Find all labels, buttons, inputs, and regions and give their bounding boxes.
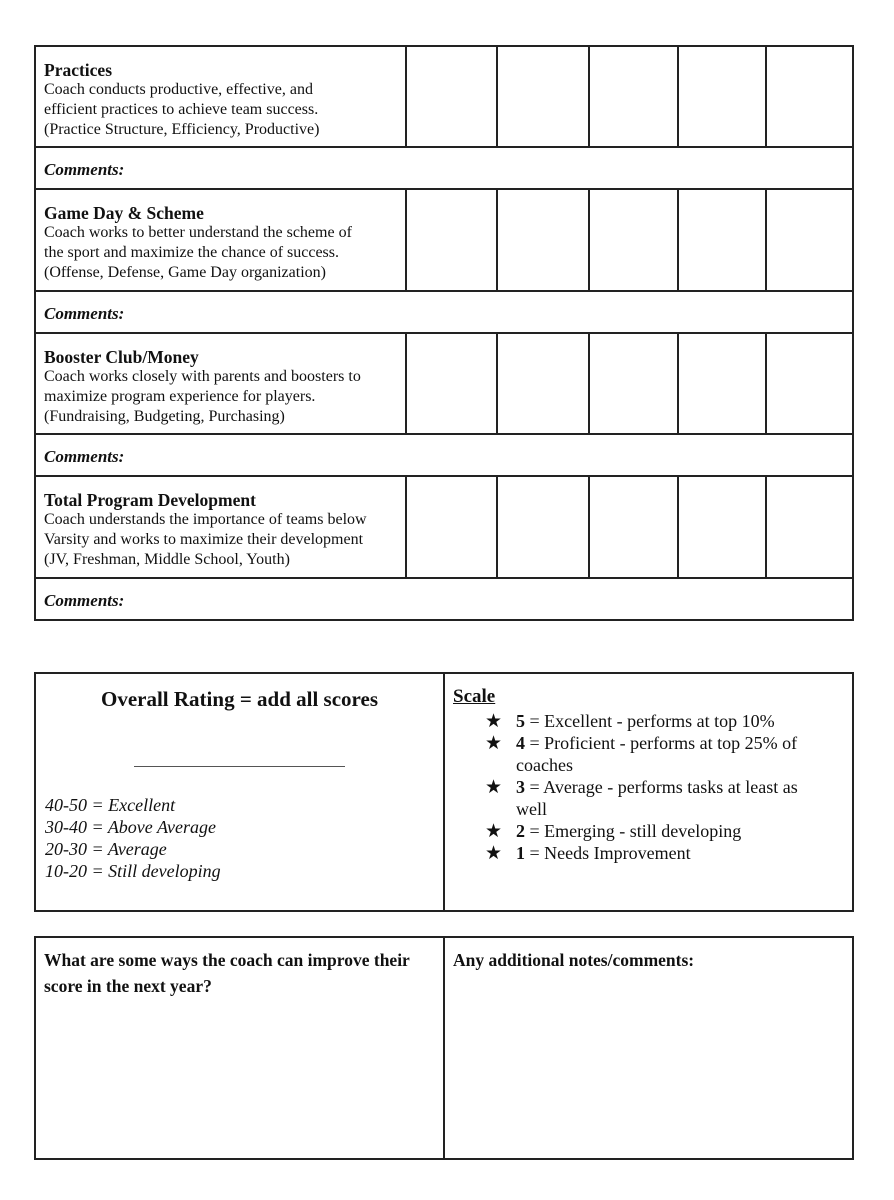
score-cell[interactable] — [497, 189, 589, 290]
score-cell[interactable] — [678, 476, 766, 577]
criterion-text: Varsity and works to maximize their development — [44, 531, 364, 549]
comments-field[interactable] — [35, 291, 853, 333]
criterion-text: Coach conducts productive, effective, and — [44, 81, 313, 98]
criterion-text: Coach works closely with parents and boosters to — [44, 367, 361, 385]
overall-rating-box — [35, 673, 444, 911]
scale-description: = Average - performs tasks at least as well — [516, 777, 798, 819]
score-cell[interactable] — [406, 476, 497, 577]
questions-table — [34, 936, 854, 1160]
scale-score: 4 — [516, 733, 525, 753]
criterion-text: maximize program experience for players. — [44, 387, 316, 405]
comments-label: Comments: — [44, 447, 125, 467]
criterion-text: (Offense, Defense, Game Day organization) — [44, 264, 326, 282]
score-cell[interactable] — [589, 46, 678, 147]
criterion-title: Total Program Development — [44, 490, 256, 511]
comment-row-program-development — [35, 578, 853, 620]
score-cell[interactable] — [678, 46, 766, 147]
scale-description: = Needs Improvement — [525, 843, 691, 863]
scale-score: 2 — [516, 821, 525, 841]
scale-score: 3 — [516, 777, 525, 797]
scale-score: 1 — [516, 843, 525, 863]
comments-label: Comments: — [44, 303, 125, 323]
scale-item — [485, 732, 822, 776]
comment-row-booster-club — [35, 434, 853, 476]
score-cell[interactable] — [766, 476, 853, 577]
criterion-row-booster-club — [35, 333, 853, 434]
star-icon: ★ — [485, 842, 503, 864]
criterion-text: (JV, Freshman, Middle School, Youth) — [44, 551, 290, 569]
scale-description: = Emerging - still developing — [525, 821, 742, 841]
score-cell[interactable] — [678, 333, 766, 434]
criterion-text: efficient practices to achieve team success. — [44, 101, 319, 118]
scale-list — [485, 710, 822, 864]
criterion-text: the sport and maximize the chance of success. — [44, 244, 339, 262]
scale-description: = Proficient - performs at top 25% of coaches — [516, 733, 798, 775]
rating-ranges — [45, 794, 221, 882]
rating-table — [34, 672, 854, 912]
notes-field[interactable] — [444, 937, 853, 1159]
score-cell[interactable] — [766, 189, 853, 290]
score-cell[interactable] — [766, 46, 853, 147]
improvement-prompt: What are some ways the coach can improve their score in the next year? — [44, 950, 410, 996]
comment-row-practices — [35, 147, 853, 189]
comment-row-game-day — [35, 291, 853, 333]
criterion-text: (Fundraising, Budgeting, Purchasing) — [44, 407, 285, 425]
criterion-description — [35, 46, 406, 147]
criterion-row-practices — [35, 46, 853, 147]
scale-score: 5 — [516, 711, 525, 731]
score-cell[interactable] — [406, 189, 497, 290]
overall-rating-title: Overall Rating = add all scores — [101, 687, 378, 711]
improvement-field[interactable] — [35, 937, 444, 1159]
criterion-row-program-development — [35, 476, 853, 577]
scale-description: = Excellent - performs at top 10% — [525, 711, 775, 731]
comments-label: Comments: — [44, 590, 125, 610]
criterion-title: Booster Club/Money — [44, 346, 199, 367]
criterion-text: (Practice Structure, Efficiency, Productive) — [44, 121, 320, 138]
scale-item — [485, 842, 822, 864]
star-icon: ★ — [485, 710, 503, 732]
criterion-description — [35, 189, 406, 290]
criterion-title: Practices — [44, 60, 113, 80]
comments-field[interactable] — [35, 434, 853, 476]
rating-range: 20-30 = Average — [45, 839, 167, 859]
rating-range: 30-40 = Above Average — [45, 817, 216, 837]
score-cell[interactable] — [497, 333, 589, 434]
score-cell[interactable] — [589, 189, 678, 290]
score-cell[interactable] — [766, 333, 853, 434]
criterion-description — [35, 476, 406, 577]
scale-item — [485, 776, 822, 820]
score-cell[interactable] — [497, 46, 589, 147]
score-cell[interactable] — [497, 476, 589, 577]
comments-field[interactable] — [35, 578, 853, 620]
criterion-row-game-day — [35, 189, 853, 290]
score-cell[interactable] — [589, 333, 678, 434]
scale-item — [485, 710, 822, 732]
score-cell[interactable] — [589, 476, 678, 577]
scale-box — [444, 673, 853, 911]
comments-field[interactable] — [35, 147, 853, 189]
notes-prompt: Any additional notes/comments: — [453, 950, 695, 970]
star-icon: ★ — [485, 820, 503, 842]
criterion-description — [35, 333, 406, 434]
score-cell[interactable] — [678, 189, 766, 290]
criterion-text: Coach understands the importance of teams below — [44, 511, 367, 529]
star-icon: ★ — [485, 776, 503, 798]
total-score-blank[interactable] — [134, 766, 345, 767]
score-cell[interactable] — [406, 333, 497, 434]
criterion-title: Game Day & Scheme — [44, 203, 204, 224]
comments-label: Comments: — [44, 160, 125, 180]
criterion-text: Coach works to better understand the scheme of — [44, 224, 352, 242]
scale-heading: Scale — [453, 686, 496, 707]
rating-range: 40-50 = Excellent — [45, 795, 176, 815]
rating-range: 10-20 = Still developing — [45, 861, 221, 881]
star-icon: ★ — [485, 732, 503, 754]
score-cell[interactable] — [406, 46, 497, 147]
scale-item — [485, 820, 822, 842]
criteria-table — [34, 45, 854, 621]
